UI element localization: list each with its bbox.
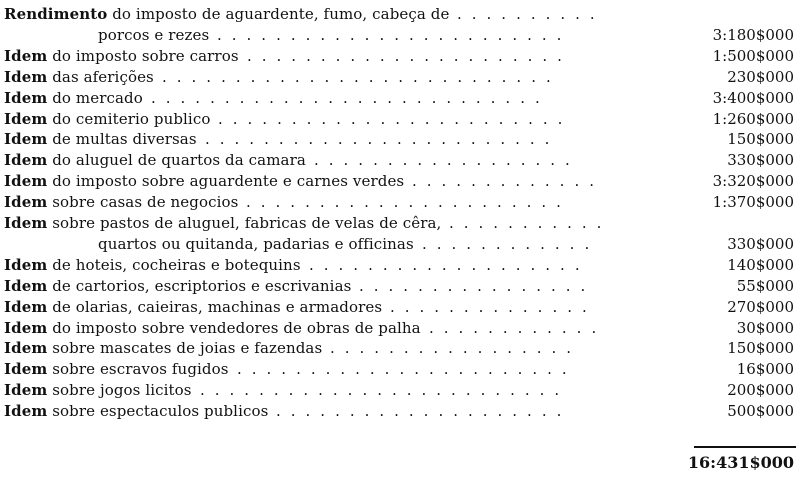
entry-amount: 16$000 xyxy=(736,360,794,379)
entry-description: de cartorios, escriptorios e escrivanias xyxy=(47,276,352,295)
ledger-row xyxy=(0,318,800,338)
entry-amount: 140$000 xyxy=(727,255,794,274)
entry-lead-word: Idem xyxy=(4,193,48,212)
entry-description: sobre casas de negocios xyxy=(47,193,239,212)
entry-description: sobre mascates de joias e fazendas xyxy=(47,339,323,358)
entry-label xyxy=(4,46,239,66)
entry-description: quartos ou quitanda, padarias e officinas xyxy=(98,234,414,253)
dot-leader: ...................... xyxy=(247,46,572,65)
entry-amount: 150$000 xyxy=(727,339,794,358)
dot-leader: ....................... xyxy=(237,360,577,379)
entry-label xyxy=(4,171,404,191)
dot-leader: .................. xyxy=(314,151,580,170)
entry-label xyxy=(4,88,143,108)
entry-description: de multas diversas xyxy=(47,130,197,149)
entry-description: do imposto de aguardente, fumo, cabeça de xyxy=(107,5,450,23)
ledger-row xyxy=(0,109,800,129)
entry-label xyxy=(4,213,441,233)
entry-lead-word: Idem xyxy=(4,46,48,65)
entry-description: do cemiterio publico xyxy=(47,109,211,128)
entry-amount: 1:500$000 xyxy=(712,46,794,65)
entry-label xyxy=(4,129,197,149)
dot-leader: .......... xyxy=(457,5,605,23)
entry-lead-word: Idem xyxy=(4,255,48,274)
entry-amount: 3:400$000 xyxy=(712,88,794,107)
entry-amount: 3:180$000 xyxy=(712,25,794,44)
entry-label xyxy=(4,109,210,129)
entry-amount: 1:260$000 xyxy=(712,109,794,128)
entry-description: do mercado xyxy=(47,88,143,107)
ledger-row xyxy=(0,67,800,87)
dot-leader: ........................ xyxy=(205,130,560,149)
entry-lead-word: Rendimento xyxy=(4,5,108,23)
dot-leader: ............. xyxy=(412,172,604,191)
entry-lead-word: Idem xyxy=(4,318,48,337)
entry-description: porcos e rezes xyxy=(98,25,210,44)
ledger-row xyxy=(0,297,800,317)
ledger-row xyxy=(0,46,800,66)
dot-leader: ................. xyxy=(330,339,582,358)
entry-lead-word: Idem xyxy=(4,151,48,170)
dot-leader: ........................ xyxy=(217,25,572,44)
entry-lead-word: Idem xyxy=(4,172,48,191)
entry-amount: 150$000 xyxy=(727,130,794,149)
ledger-row xyxy=(0,276,800,296)
entry-description: do imposto sobre vendedores de obras de palha xyxy=(47,318,421,337)
dot-leader: .................... xyxy=(276,402,572,421)
ledger-row xyxy=(0,401,800,421)
entry-description: sobre pastos de aluguel, fabricas de velas de cêra, xyxy=(47,214,442,232)
entry-amount: 3:320$000 xyxy=(712,172,794,191)
entry-amount: 1:370$000 xyxy=(712,193,794,212)
entry-description: do imposto sobre aguardente e carnes verdes xyxy=(47,172,405,191)
entry-lead-word: Idem xyxy=(4,360,48,379)
total-amount: 16:431$000 xyxy=(687,453,794,472)
entry-lead-word: Idem xyxy=(4,214,48,232)
entry-amount: 30$000 xyxy=(736,318,794,337)
entry-amount: 330$000 xyxy=(727,234,794,253)
entry-description: do aluguel de quartos da camara xyxy=(47,151,306,170)
dot-leader: ........................... xyxy=(151,88,550,107)
entry-description: sobre espectaculos publicos xyxy=(47,402,269,421)
entry-amount: 55$000 xyxy=(736,276,794,295)
dot-leader: .............. xyxy=(390,297,597,316)
ledger-row xyxy=(0,213,800,233)
entry-label xyxy=(4,338,322,358)
ledger-row xyxy=(0,338,800,358)
entry-amount: 230$000 xyxy=(727,67,794,86)
ledger-row xyxy=(0,4,800,24)
ledger-row xyxy=(0,25,800,45)
entry-description: de olarias, caieiras, machinas e armadores xyxy=(47,297,383,316)
entry-amount: 270$000 xyxy=(727,297,794,316)
entry-description: do imposto sobre carros xyxy=(47,46,239,65)
ledger-row xyxy=(0,380,800,400)
entry-label xyxy=(4,359,229,379)
ledger-row xyxy=(0,129,800,149)
ledger-row xyxy=(0,171,800,191)
dot-leader: ............ xyxy=(422,234,600,253)
entry-lead-word: Idem xyxy=(4,297,48,316)
dot-leader: ...................... xyxy=(246,193,571,212)
entry-label xyxy=(4,192,238,212)
entry-amount: 200$000 xyxy=(727,381,794,400)
dot-leader: ........................ xyxy=(218,109,573,128)
dot-leader: ......................... xyxy=(200,381,570,400)
entry-description: sobre jogos licitos xyxy=(47,381,192,400)
entry-label xyxy=(4,150,306,170)
entry-lead-word: Idem xyxy=(4,130,48,149)
entry-label xyxy=(4,4,449,24)
entry-lead-word: Idem xyxy=(4,339,48,358)
ledger-row xyxy=(0,234,800,254)
ledger-row xyxy=(0,359,800,379)
dot-leader: ........................... xyxy=(162,67,561,86)
entry-lead-word: Idem xyxy=(4,276,48,295)
dot-leader: ................ xyxy=(359,276,596,295)
dot-leader: ............ xyxy=(429,318,607,337)
entry-label xyxy=(98,25,209,45)
ledger-row xyxy=(0,192,800,212)
dot-leader: ........... xyxy=(449,214,612,232)
entry-amount: 330$000 xyxy=(727,151,794,170)
entry-lead-word: Idem xyxy=(4,88,48,107)
entry-label xyxy=(4,297,382,317)
entry-label xyxy=(4,318,421,338)
entry-description: das aferições xyxy=(47,67,154,86)
entry-description: de hoteis, cocheiras e botequins xyxy=(47,255,301,274)
entry-label xyxy=(4,255,301,275)
entry-label xyxy=(98,234,414,254)
entry-lead-word: Idem xyxy=(4,109,48,128)
total-rule xyxy=(694,446,796,448)
entry-description: sobre escravos fugidos xyxy=(47,360,229,379)
ledger-row xyxy=(0,255,800,275)
entry-label xyxy=(4,276,351,296)
entry-lead-word: Idem xyxy=(4,67,48,86)
entry-lead-word: Idem xyxy=(4,381,48,400)
dot-leader: ................... xyxy=(309,255,590,274)
entry-label xyxy=(4,401,268,421)
ledger-row xyxy=(0,88,800,108)
ledger-row xyxy=(0,150,800,170)
entry-label xyxy=(4,67,154,87)
entry-lead-word: Idem xyxy=(4,402,48,421)
entry-amount: 500$000 xyxy=(727,402,794,421)
entry-label xyxy=(4,380,192,400)
